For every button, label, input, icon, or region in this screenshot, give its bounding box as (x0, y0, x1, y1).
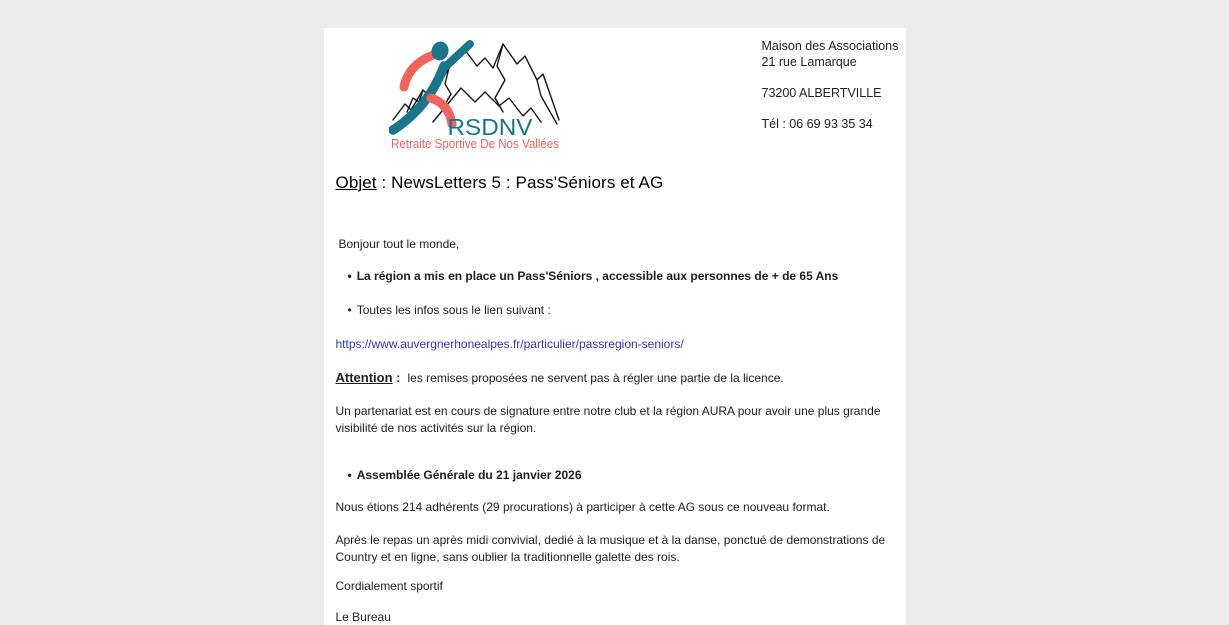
logo-tagline: Retraite Sportive De Nos Vallées (390, 137, 559, 150)
bullet-infos-lien (348, 302, 894, 319)
bullet-icon: • (347, 269, 352, 283)
partnership-paragraph: Un partenariat est en cours de signature entre notre club et la région AURA pour avoir une plus grande visibilité de nos activités sur la région. (335, 404, 881, 435)
attention-label: Attention (335, 370, 393, 385)
logo-acronym: RSDNV (447, 114, 533, 140)
bullet-pass-seniors-text: La région a mis en place un Pass'Séniors , accessible aux personnes de + de 65 Ans (356, 269, 839, 283)
subject-label: Objet (335, 173, 377, 192)
bullet-pass-seniors (348, 268, 894, 285)
newsletter-card (324, 28, 906, 625)
subject-line (336, 172, 894, 194)
attention-line (336, 369, 894, 387)
greeting: Bonjour tout le monde, (338, 237, 460, 251)
closing-salutation: Cordialement sportif (335, 579, 443, 593)
bullet-icon: • (347, 303, 352, 317)
bullet-assemblee-generale (348, 467, 894, 484)
ag-attendance-paragraph: Nous étions 214 adhérents (29 procurations) à participer à cette AG sous ce nouveau format. (335, 500, 830, 514)
bullet-assemblee-generale-text: Assemblée Générale du 21 janvier 2026 (356, 468, 582, 482)
attention-colon: : (392, 370, 401, 385)
bullet-icon: • (347, 468, 352, 482)
contact-block (762, 38, 899, 132)
bullet-infos-lien-text: Toutes les infos sous le lien suivant : (356, 303, 551, 317)
attention-text: les remises proposées ne servent pas à régler une partie de la licence. (407, 371, 784, 385)
header (324, 28, 906, 162)
closing-signature: Le Bureau (335, 610, 391, 624)
contact-phone: Tél : 06 69 93 35 34 (761, 117, 873, 131)
link-line (336, 336, 894, 353)
contact-org: Maison des Associations (761, 39, 899, 53)
contact-street: 21 rue Lamarque (761, 55, 857, 69)
ag-afternoon-paragraph: Après le repas un après midi convivial, dedié à la musique et à la danse, ponctué de demonstrations de Country et en ligne, sans oublier la traditionnelle galette des rois. (335, 533, 886, 564)
pass-region-link[interactable]: https://www.auvergnerhonealpes.fr/particulier/passregion-seniors/ (335, 337, 684, 351)
rsdnv-logo (389, 40, 561, 150)
subject-text: : NewsLetters 5 : Pass'Séniors et AG (376, 173, 664, 192)
contact-city: 73200 ALBERTVILLE (761, 86, 882, 100)
